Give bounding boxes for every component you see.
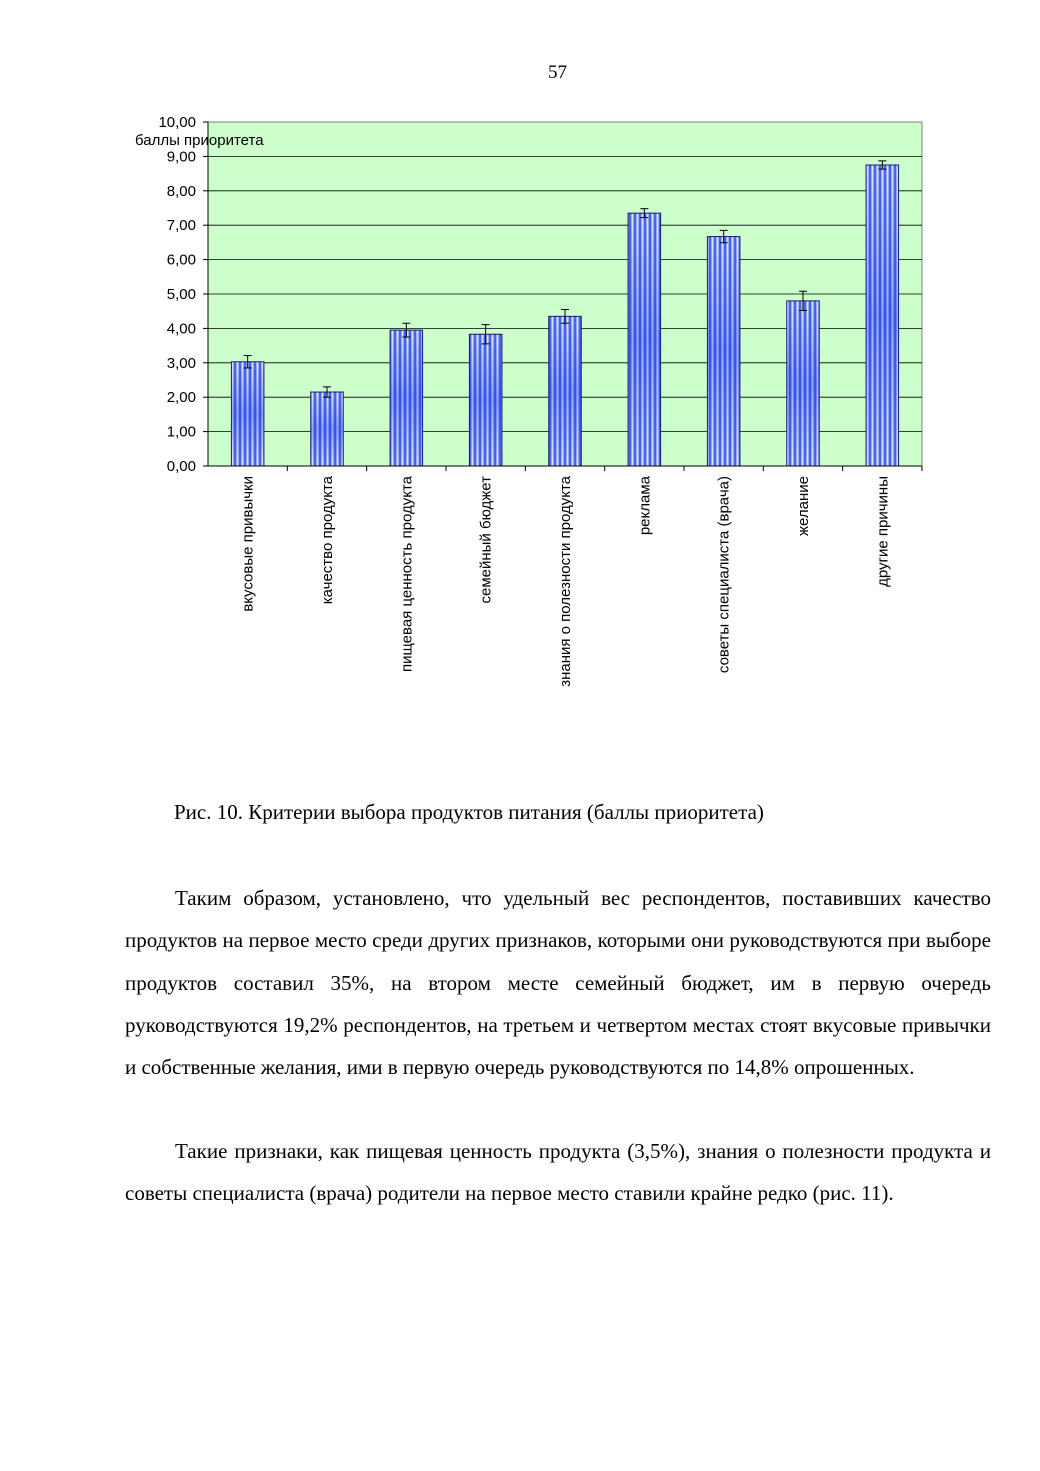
y-axis-ticks [158, 114, 208, 475]
figure-caption: Рис. 10. Критерии выбора продуктов питания (баллы приоритета) [174, 800, 764, 824]
x-category-label: знания о полезности продукта [557, 476, 574, 687]
x-category-label: реклама [636, 476, 654, 536]
x-category-label: вкусовые привычки [239, 476, 257, 612]
y-tick-label: 1,00 [166, 423, 196, 441]
bar-shading [549, 316, 582, 466]
y-tick-label: 6,00 [166, 251, 196, 269]
bar-shading [787, 301, 820, 466]
y-tick-label: 3,00 [166, 354, 196, 372]
x-category-label: качество продукта [319, 476, 336, 605]
x-category-label: желание [795, 476, 812, 536]
y-tick-label: 10,00 [158, 114, 196, 131]
x-category-label: другие причины [874, 476, 892, 587]
bar-shading [311, 392, 344, 466]
paragraph-1: Таким образом, установлено, что удельный вес респондентов, поставивших качество продуктов на первое место среди других признаков, которыми они руководствуются при выборе продуктов составил 35%, на втором месте семейный бюджет, им в первую очередь руководствуются 19,2% респондентов, на третьем и четвертом местах стоят вкусовые привычки и собственные желания, ими в первую очередь руководствуются по 14,8% опрошенных. [125, 886, 991, 1080]
y-tick-label: 5,00 [166, 286, 196, 303]
bar-shading [231, 362, 264, 466]
bar-shading [866, 165, 899, 466]
x-category-label: пищевая ценность продукта [398, 476, 416, 672]
x-axis-labels [240, 466, 922, 687]
bar-shading [390, 330, 423, 466]
bar-shading [707, 237, 740, 466]
paragraph-2: Такие признаки, как пищевая ценность продукта (3,5%), знания о полезности продукта и советы специалиста (врача) родители на первое место ставили крайне редко (рис. 11). [125, 1139, 991, 1206]
y-tick-label: 2,00 [166, 389, 196, 407]
x-category-label: советы специалиста (врача) [715, 476, 733, 674]
bar-shading [628, 213, 661, 466]
y-tick-label: 9,00 [166, 148, 196, 166]
x-category-label: семейный бюджет [477, 475, 495, 604]
y-tick-label: 0,00 [166, 458, 196, 475]
bar-shading [469, 334, 502, 466]
page-number: 57 [548, 62, 567, 83]
y-tick-label: 8,00 [166, 182, 196, 200]
y-tick-label: 4,00 [166, 320, 196, 338]
y-tick-label: 7,00 [166, 217, 196, 235]
y-axis-label: баллы приоритета [135, 132, 264, 149]
